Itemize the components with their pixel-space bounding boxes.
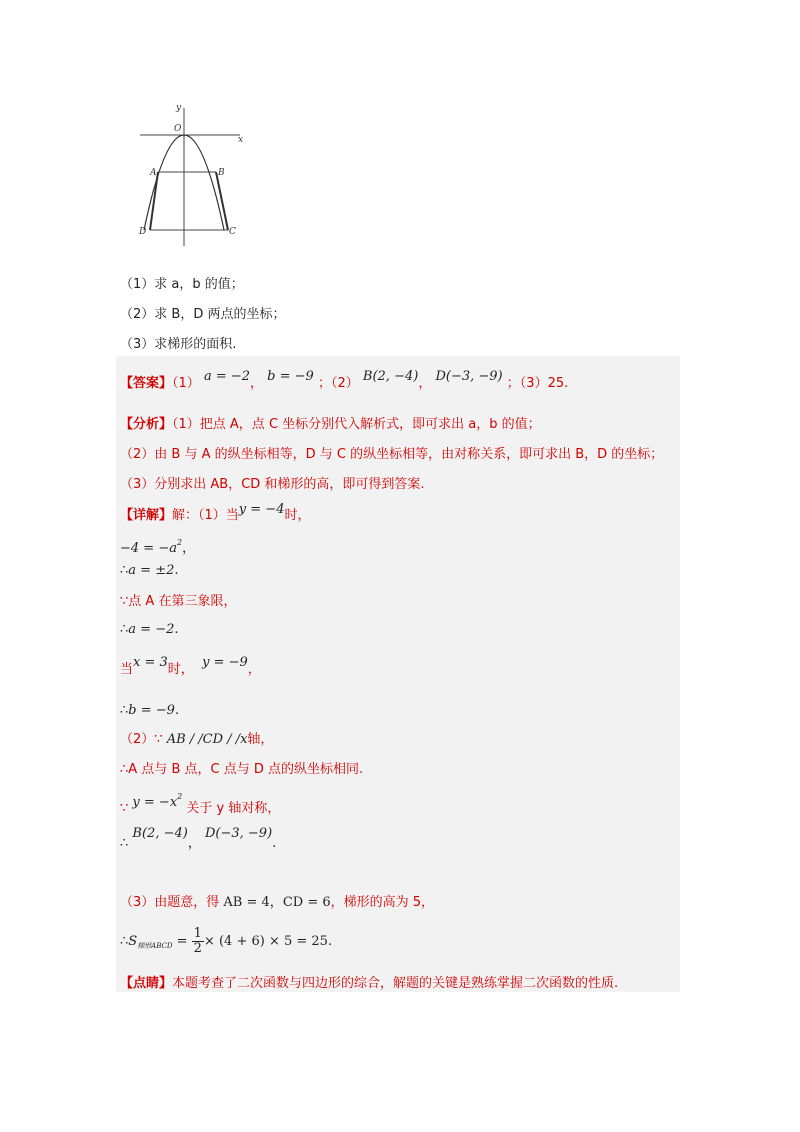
answer-p2: （2）	[330, 376, 359, 391]
analysis-tag: 【分析】	[120, 417, 173, 432]
parallel-expr: AB / /CD / /x	[166, 732, 248, 747]
detail-shi1: 时，	[284, 508, 311, 523]
detail-b-neg	[120, 701, 179, 721]
b-neg: b = −9	[128, 703, 175, 718]
curve-exp: 2	[177, 792, 183, 801]
dot-2: .	[174, 622, 179, 637]
analysis-line-2: （2）由 B 与 A 的纵坐标相等，D 与 C 的纵坐标相等，由对称关系，即可求出 B，D 的坐标；	[120, 447, 664, 462]
label-a: A	[150, 168, 157, 178]
answer-p1: （1）	[172, 376, 200, 391]
height-text: 梯形的高为 5，	[343, 895, 435, 910]
a-neg: a = −2	[128, 622, 175, 637]
detail-area	[120, 927, 332, 961]
dot-5: .	[327, 934, 333, 949]
comma-cd: ，	[269, 895, 283, 910]
y-eq-neg9: y = −9	[202, 655, 248, 670]
analysis-line-3: （3）分别求出 AB，CD 和梯形的高，即可得到答案.	[120, 477, 425, 492]
therefore-icon-3: ∴	[120, 703, 129, 718]
sym-text: 关于 y 轴对称，	[186, 801, 281, 816]
cd-len: CD = 6	[282, 895, 331, 910]
question-1: （1）求 a，b 的值；	[120, 277, 244, 292]
eq1-lhs: −4 = −a	[120, 541, 177, 556]
question-3: （3）求梯形的面积.	[120, 337, 237, 352]
detail-quadrant	[120, 592, 236, 612]
detail-line-1	[120, 502, 311, 526]
axis-text: 轴，	[247, 732, 274, 747]
one-half-fraction	[192, 927, 204, 956]
comment-text: 本题考查了二次函数与四边形的综合，解题的关键是熟练掌握二次函数的性质.	[172, 976, 619, 991]
analysis-line-1	[120, 415, 541, 435]
answer-line	[120, 369, 569, 394]
answer-tag: 【答案】	[120, 376, 173, 391]
answer-B: B(2, −4)	[362, 369, 419, 384]
a-pm: a = ±2	[128, 563, 175, 578]
therefore-icon-4: ∴	[120, 762, 129, 777]
area-eq: =	[172, 934, 192, 949]
label-x: x	[238, 135, 244, 145]
comma-3: ，	[330, 895, 344, 910]
dot-4: .	[272, 836, 277, 851]
detail-a-neg	[120, 620, 179, 640]
label-y: y	[176, 103, 182, 113]
because-icon-3: ∵	[120, 801, 129, 816]
point-D: D(−3, −9)	[204, 826, 273, 841]
detail-parallel	[120, 730, 273, 750]
eq1-end: ，	[182, 541, 196, 556]
dang: 当	[120, 662, 134, 677]
same-text: A 点与 B 点，C 点与 D 点的纵坐标相同.	[128, 762, 364, 777]
frac-num: 1	[193, 926, 202, 941]
dot-3: .	[174, 703, 180, 718]
ab-len: AB = 4	[223, 895, 270, 910]
detail-lengths	[120, 893, 434, 913]
detail-start: 解：（1）当	[172, 508, 239, 523]
answer-comma2: ，	[418, 376, 432, 391]
comma-1: ，	[247, 662, 261, 677]
because-icon: ∵	[120, 594, 129, 609]
therefore-icon: ∴	[120, 563, 129, 578]
detail-x3	[120, 655, 261, 680]
answer-D: D(−3, −9)	[435, 369, 503, 384]
dot-1: .	[174, 563, 179, 578]
comment-line	[120, 974, 618, 994]
frac-den: 2	[193, 941, 202, 956]
label-o: O	[174, 124, 182, 134]
question-2: （2）求 B，D 两点的坐标；	[120, 307, 286, 322]
curve-expr: y = −x	[132, 795, 178, 810]
comment-tag: 【点睛】	[120, 976, 173, 991]
detail-symmetry	[120, 793, 280, 819]
detail-a-pm	[120, 561, 179, 581]
label-d: D	[139, 227, 147, 237]
detail-points	[120, 826, 277, 854]
detail-tag: 【详解】	[120, 508, 173, 523]
detail-y-eq-neg4: y = −4	[238, 502, 285, 517]
detail-eq1	[120, 533, 195, 559]
therefore-icon-2: ∴	[120, 622, 129, 637]
area-rest: × (4 + 6) × 5 = 25	[203, 934, 328, 949]
detail-p2: （2）	[120, 732, 155, 747]
parabola-trapezoid-figure	[136, 98, 248, 248]
because-icon-2: ∵	[154, 732, 163, 747]
area-sub: 梯形ABCD	[137, 942, 173, 950]
answer-semi1: ；	[317, 376, 331, 391]
label-c: C	[229, 227, 236, 237]
answer-section	[116, 356, 680, 992]
therefore-icon-6: ∴	[120, 934, 129, 949]
therefore-icon-5: ∴	[120, 836, 129, 851]
answer-comma1: ，	[250, 376, 264, 391]
answer-a: a = −2	[203, 369, 251, 384]
point-B: B(2, −4)	[132, 826, 188, 841]
answer-p3: （3）25.	[519, 376, 569, 391]
area-s: S	[128, 934, 138, 949]
x-eq3: x = 3	[133, 655, 168, 670]
analysis-text-1: （1）把点 A，点 C 坐标分别代入解析式，即可求出 a，b 的值；	[172, 417, 541, 432]
answer-semi2: ；	[506, 376, 520, 391]
label-b: B	[218, 168, 225, 178]
eq1-exp: 2	[176, 538, 183, 547]
shi2: 时，	[167, 662, 194, 677]
comma-2: ，	[187, 836, 201, 851]
figure-svg	[136, 98, 248, 248]
detail-same-y	[120, 760, 363, 780]
detail-p3: （3）由题意，得	[120, 895, 220, 910]
answer-b: b = −9	[267, 369, 314, 384]
quad-text: 点 A 在第三象限，	[128, 594, 237, 609]
